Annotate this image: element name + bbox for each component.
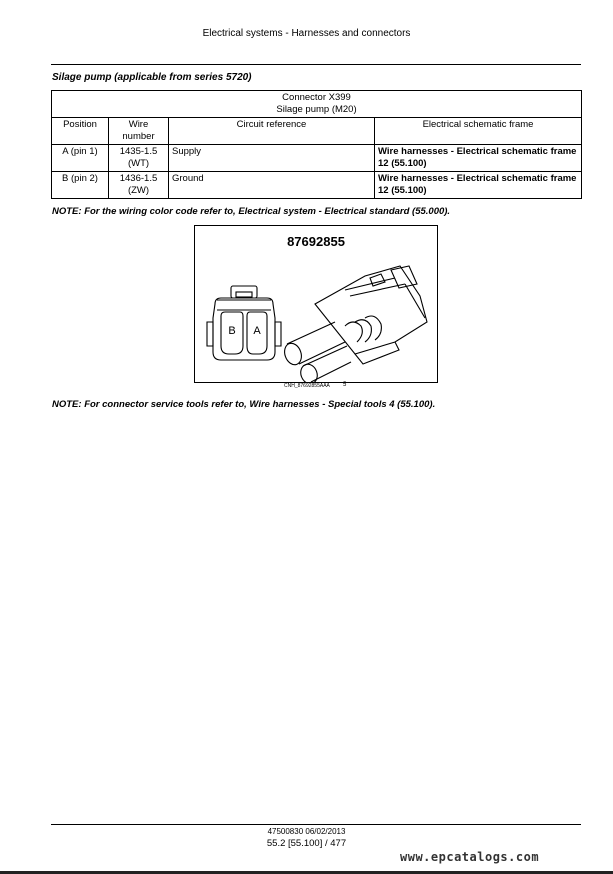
pin-a-label: A <box>253 325 261 337</box>
part-number: 87692855 <box>287 234 345 249</box>
service-tools-note: NOTE: For connector service tools refer to, Wire harnesses - Special tools 4 (55.100). <box>52 399 436 410</box>
circuit-reference-cell: Ground <box>169 172 375 199</box>
wire-number-cell <box>109 172 169 199</box>
header-rule <box>51 64 581 65</box>
column-header: Electrical schematic frame <box>375 118 582 145</box>
wire-number-cell <box>109 145 169 172</box>
table-header-row <box>52 118 582 145</box>
circuit-reference-cell: Supply <box>169 145 375 172</box>
wire-color: (ZW) <box>127 185 150 196</box>
footer-rule <box>51 824 581 825</box>
footer-doc-code: 47500830 06/02/2013 <box>267 827 346 836</box>
column-header: Wire number <box>109 118 169 145</box>
figure-caption-code: CNH_87692855AAA <box>284 383 330 389</box>
column-header: Position <box>52 118 109 145</box>
wiring-color-note: NOTE: For the wiring color code refer to, Electrical system - Electrical standard (55.000). <box>52 206 451 217</box>
watermark-link[interactable]: www.epcatalogs.com <box>400 850 540 864</box>
schematic-frame-link[interactable]: Wire harnesses - Electrical schematic frame 12 (55.100) <box>375 145 582 172</box>
table-title-row <box>52 91 582 118</box>
column-header: Circuit reference <box>169 118 375 145</box>
position-cell: A (pin 1) <box>52 145 109 172</box>
position-cell: B (pin 2) <box>52 172 109 199</box>
connector-figure <box>194 225 438 383</box>
page-header-title: Electrical systems - Harnesses and connectors <box>202 28 411 39</box>
pin-b-label: B <box>228 325 236 337</box>
connector-table <box>51 90 582 199</box>
wire-color: (WT) <box>127 158 150 169</box>
connector-heading <box>52 91 582 118</box>
connector-description: Silage pump (M20) <box>276 104 357 115</box>
schematic-frame-link[interactable]: Wire harnesses - Electrical schematic frame 12 (55.100) <box>375 172 582 199</box>
section-title: Silage pump (applicable from series 5720) <box>52 72 252 83</box>
wire-number: 1435-1.5 <box>119 146 158 157</box>
wire-number: 1436-1.5 <box>119 173 158 184</box>
front-view-connector <box>207 286 281 360</box>
footer-page-number: 55.2 [55.100] / 477 <box>266 838 347 849</box>
table-row <box>52 172 582 199</box>
connector-drawing <box>195 226 437 382</box>
connector-name: Connector X399 <box>282 92 351 103</box>
figure-number: 5 <box>343 382 347 388</box>
table-row <box>52 145 582 172</box>
side-view-connector <box>282 266 427 382</box>
